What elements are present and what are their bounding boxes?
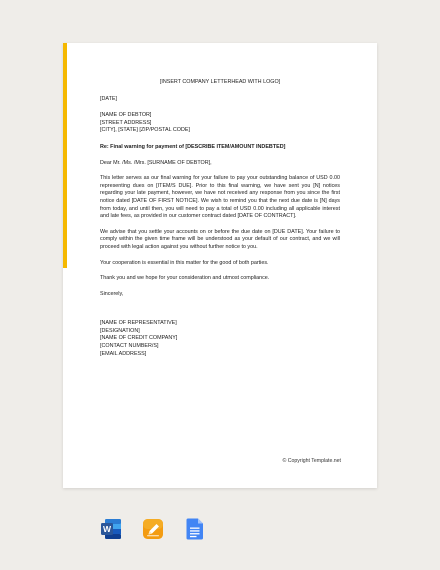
- word-icon[interactable]: [99, 517, 123, 541]
- paragraph: This letter serves as our final warning for your failure to pay your outstanding balance of USD 0.00 representing dues on [ITEM/S DUE]. Prior to this final warning, we have sent you [N] notices regarding your late payment, however, we have not received any response from you since the first notice dated [DATE OF FIRST NOTICE]. We wish to remind you that the next due date is [N] days from today, and until then, you will need to pay a total of USD 0.00 including all applicable interest and late fees, as provided in our customer contract dated [DATE OF CONTRACT].: [100, 175, 340, 220]
- document-page: [63, 43, 377, 488]
- date-placeholder: [DATE]: [100, 95, 117, 102]
- subject-line: Re: Final warning for payment of [DESCRIBE ITEM/AMOUNT INDEBTED]: [100, 143, 286, 150]
- signature-line: [EMAIL ADDRESS]: [100, 350, 147, 357]
- signature-line: [DESIGNATION]: [100, 327, 140, 334]
- word-letter: W: [102, 524, 112, 535]
- letter-body: [100, 79, 340, 358]
- salutation: Dear Mr. /Ms. /Mrs. [SURNAME OF DEBTOR],: [100, 159, 212, 166]
- closing: Sincerely,: [100, 290, 124, 297]
- signature-line: [NAME OF CREDIT COMPANY]: [100, 335, 178, 342]
- accent-bar: [63, 43, 67, 268]
- debtor-address-line: [CITY], [STATE] [ZIP/POSTAL CODE]: [100, 127, 190, 134]
- signature-line: [CONTACT NUMBER/S]: [100, 343, 159, 350]
- signature-line: [NAME OF REPRESENTATIVE]: [100, 320, 177, 327]
- debtor-address: [100, 112, 340, 135]
- paragraph: Your cooperation is essential in this matter for the good of both parties.: [100, 259, 269, 266]
- debtor-address-line: [STREET ADDRESS]: [100, 119, 152, 126]
- paragraph: We advise that you settle your accounts on or before the due date on [DUE DATE]. Your failure to comply within the given time frame will be understood as your default of our contract, and we will proceed with legal action against you without further notice to you.: [100, 228, 340, 250]
- pages-icon[interactable]: [141, 517, 165, 541]
- letterhead-placeholder: [INSERT COMPANY LETTERHEAD WITH LOGO]: [159, 79, 281, 85]
- google-docs-icon[interactable]: [183, 517, 207, 541]
- format-icons: [99, 517, 207, 541]
- signature-block: [100, 320, 340, 358]
- debtor-address-line: [NAME OF DEBTOR]: [100, 112, 152, 119]
- copyright-footer: © Copyright Template.net: [282, 458, 341, 464]
- paragraph: Thank you and we hope for your consideration and utmost compliance.: [100, 275, 270, 282]
